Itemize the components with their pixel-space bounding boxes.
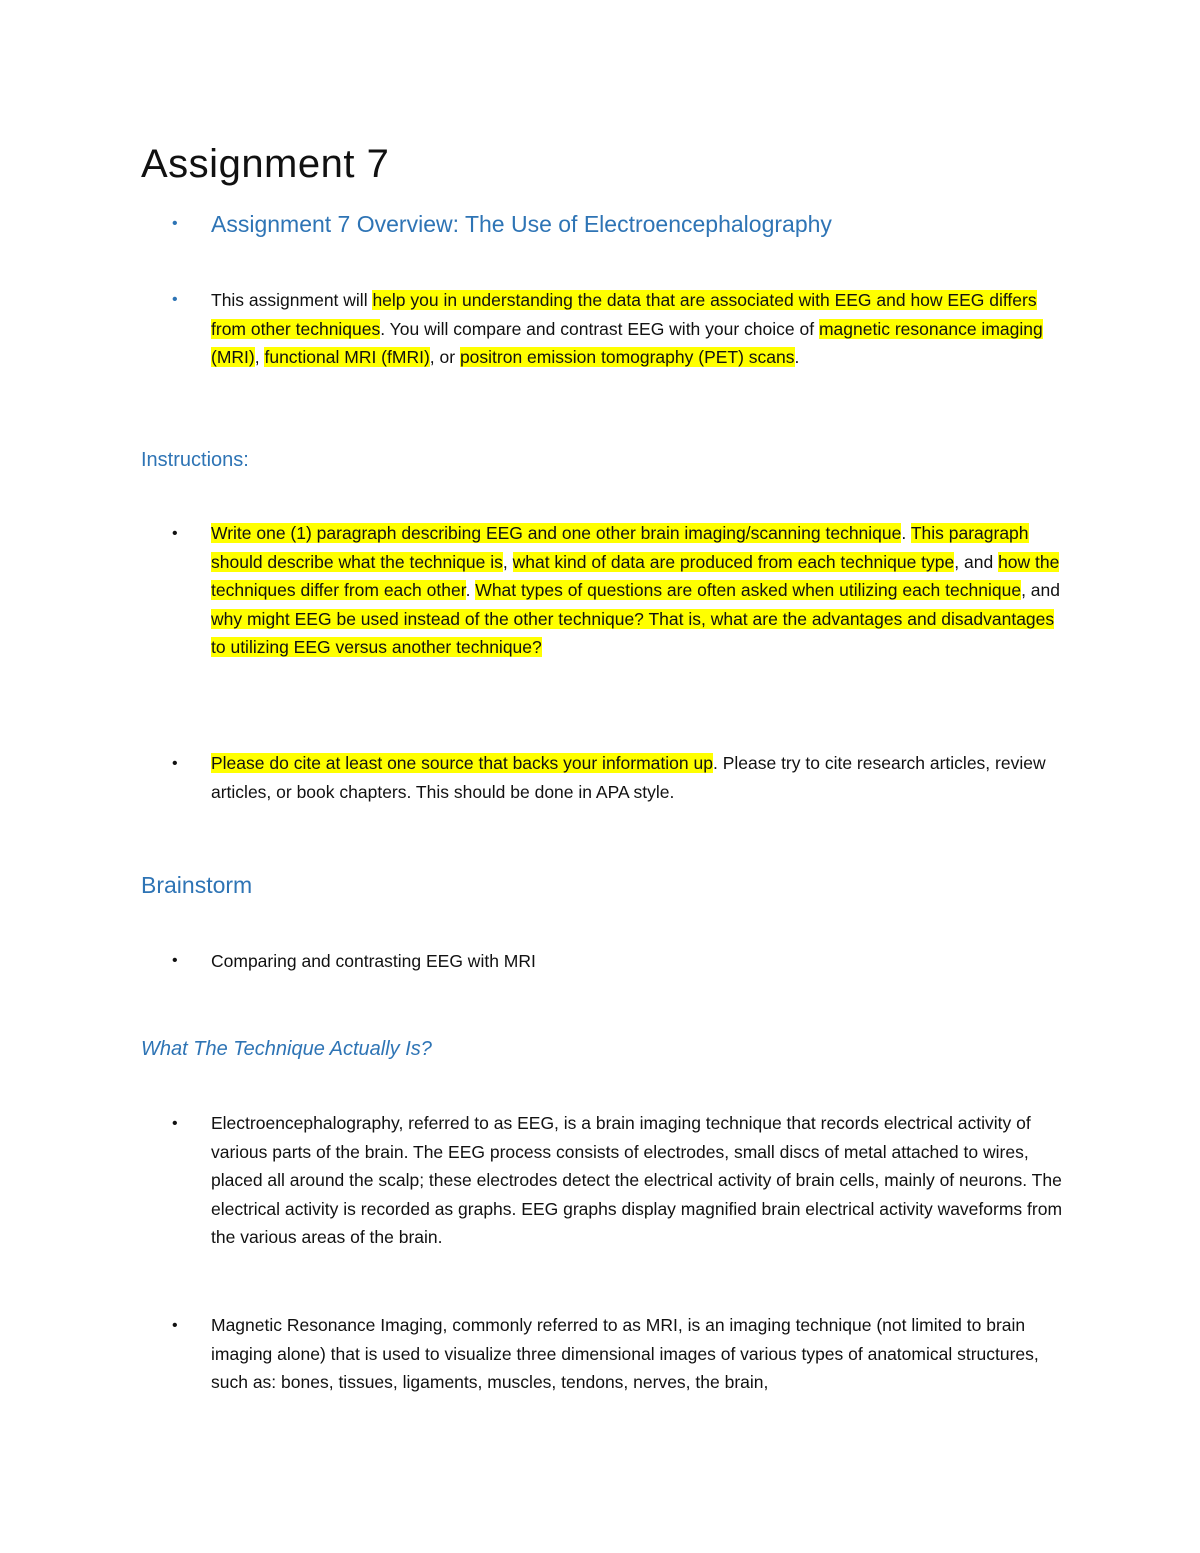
text-run: This assignment will [211, 290, 373, 310]
text-run: , [502, 551, 513, 572]
text-run: . You will compare and contrast EEG with your choice of [380, 318, 819, 339]
brainstorm-heading: Brainstorm [141, 872, 253, 898]
bullet-icon: • [172, 525, 178, 542]
highlighted-text: Write one (1) paragraph describing EEG and one other brain imaging/scanning technique [211, 523, 902, 543]
text-run: . [465, 580, 476, 600]
highlighted-text: functional MRI (fMRI) [264, 347, 430, 367]
text-run: . [901, 523, 911, 543]
instruction-paragraph-1 [211, 519, 1071, 662]
bullet-icon: • [172, 1317, 178, 1334]
overview-heading: Assignment 7 Overview: The Use of Electroencephalography [211, 211, 832, 237]
instructions-heading: Instructions: [141, 449, 249, 471]
highlighted-text: Please do cite at least one source that backs your information up [211, 753, 713, 773]
text-run: , [254, 347, 265, 367]
highlighted-text: magnetic resonance imaging (MRI) [211, 318, 1043, 367]
mri-paragraph: Magnetic Resonance Imaging, commonly referred to as MRI, is an imaging technique (not limited to brain imaging alone) that is used to visualize three dimensional images of various types of anatomical structures, such as: bones, tissues, ligaments, muscles, tendons, nerves, the brain, [211, 1315, 1039, 1392]
text-run: , and [1021, 580, 1060, 600]
instruction-paragraph-2 [211, 749, 1071, 806]
brainstorm-item: Comparing and contrasting EEG with MRI [211, 951, 536, 971]
highlighted-text: why might EEG be used instead of the other technique? That is, what are the advantages and disadvantages to utilizing EEG versus another technique? [211, 608, 1055, 657]
bullet-icon: • [172, 215, 178, 232]
highlighted-text: positron emission tomography (PET) scans [459, 347, 795, 367]
text-run: , and [954, 551, 999, 572]
document-title: Assignment 7 [141, 142, 390, 186]
text-run: . [794, 347, 800, 367]
bullet-icon: • [172, 755, 178, 772]
intro-paragraph [211, 286, 1071, 372]
highlighted-text: how the techniques differ from each other [211, 551, 1060, 600]
eeg-paragraph: Electroencephalography, referred to as EEG, is a brain imaging technique that records electrical activity of various parts of the brain. The EEG process consists of electrodes, small discs of metal attached to wires, placed all around the scalp; these electrodes detect the electrical activity of brain cells, mainly of neurons. The electrical activity is recorded as graphs. EEG graphs display magnified brain electrical activity waveforms from the various areas of the brain. [211, 1113, 1063, 1247]
highlighted-text: What types of questions are often asked when utilizing each technique [475, 580, 1022, 600]
text-run: . Please try to cite research articles, review articles, or book chapters. This should be done in APA style. [211, 753, 1046, 802]
technique-heading: What The Technique Actually Is? [141, 1038, 432, 1060]
bullet-icon: • [172, 291, 178, 308]
bullet-icon: • [172, 952, 178, 969]
text-run: , or [429, 347, 460, 367]
highlighted-text: help you in understanding the data that are associated with EEG and how EEG differs from other techniques [211, 290, 1037, 339]
highlighted-text: This paragraph should describe what the technique is [211, 523, 1029, 572]
bullet-icon: • [172, 1115, 178, 1132]
highlighted-text: what kind of data are produced from each technique type [512, 551, 955, 572]
